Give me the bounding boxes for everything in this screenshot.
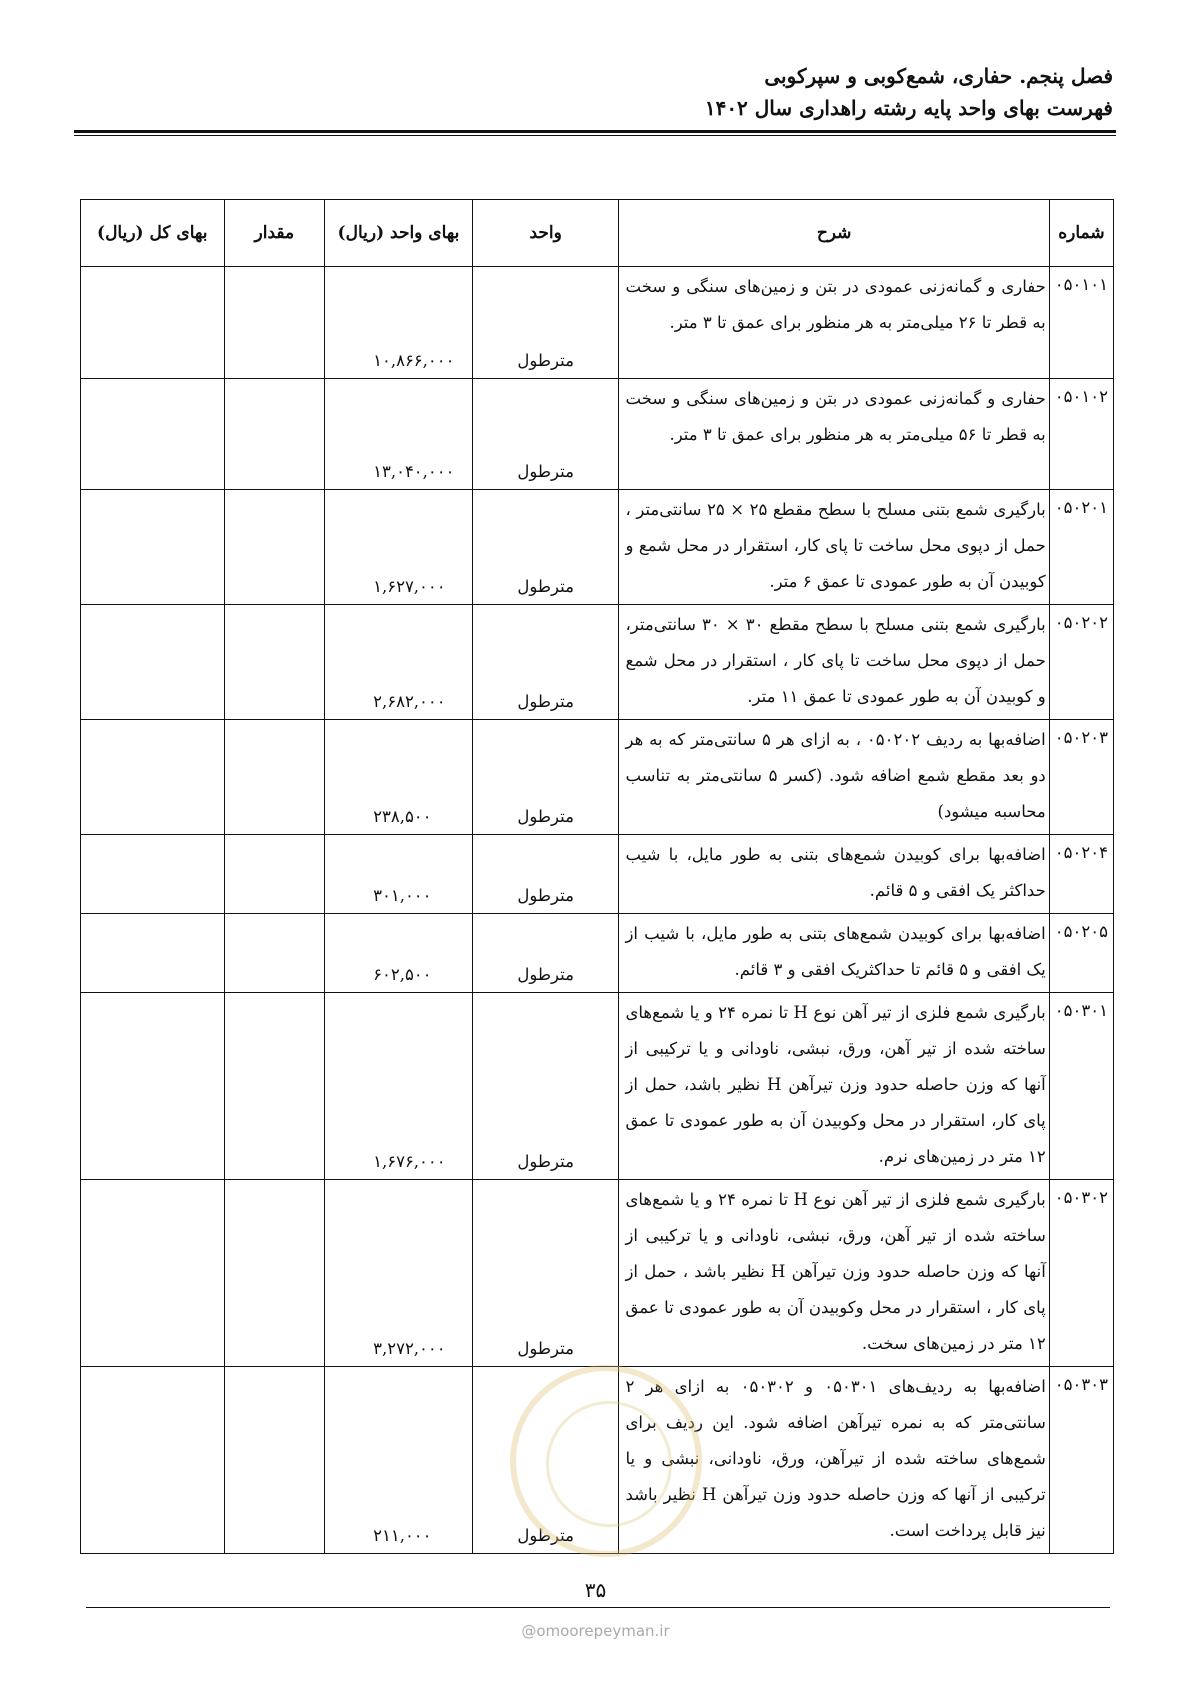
item-quantity (224, 720, 325, 835)
item-unit: مترطول (472, 379, 619, 490)
item-unit: مترطول (472, 267, 619, 379)
item-code: ۰۵۰۳۰۲ (1049, 1180, 1113, 1367)
price-list-table (80, 199, 1114, 1554)
item-total-price (81, 914, 225, 993)
item-quantity (224, 490, 325, 605)
page-number: ۳۵ (584, 1578, 607, 1602)
column-header-unit: واحد (472, 200, 619, 267)
item-unit: مترطول (472, 605, 619, 720)
item-quantity (224, 267, 325, 379)
item-quantity (224, 1367, 325, 1554)
header-rule-thick (74, 130, 1116, 133)
table-row (81, 605, 1114, 720)
item-unit: مترطول (472, 1180, 619, 1367)
item-description: اضافه‌بها برای کوبیدن شمع‌های بتنی به طور مایل، با شیب حداکثر یک افقی و ۵ قائم. (619, 835, 1049, 914)
column-header-total-price: بهای کل (ریال) (81, 200, 225, 267)
item-unit-price: ۲۱۱,۰۰۰ (325, 1367, 473, 1554)
chapter-title: فصل پنجم. حفاری، شمع‌کوبی و سپرکوبی (764, 64, 1113, 88)
table-row (81, 1367, 1114, 1554)
item-description: بارگیری شمع فلزی از تیر آهن نوع H تا نمره ۲۴ و یا شمع‌های ساخته شده از تیر آهن، ورق، نبشی، ناودانی و یا ترکیبی از آنها که وزن حاصله حدود وزن تیرآهن H نظیر باشد ، حمل از پای کار ، استقرار در محل وکوبیدن آن به طور عمودی تا عمق ۱۲ متر در زمین‌های سخت. (619, 1180, 1049, 1367)
item-description: اضافه‌بها به ردیف‌های ۰۵۰۳۰۱ و ۰۵۰۳۰۲ به ازای هر ۲ سانتی‌متر که به نمره تیرآهن اضافه شود. این ردیف برای شمع‌های ساخته شده از تیرآهن، ورق، ناودانی، نبشی و یا ترکیبی از آنها که وزن حاصله حدود وزن تیرآهن H نظیر باشد نیز قابل پرداخت است. (619, 1367, 1049, 1554)
item-unit-price: ۶۰۲,۵۰۰ (325, 914, 473, 993)
item-unit-price: ۱۳,۰۴۰,۰۰۰ (325, 379, 473, 490)
document-subtitle: فهرست بهای واحد پایه رشته راهداری سال ۱۴۰۲ (704, 96, 1113, 120)
table-row (81, 720, 1114, 835)
item-code: ۰۵۰۲۰۲ (1049, 605, 1113, 720)
item-total-price (81, 1367, 225, 1554)
page-header (705, 60, 1113, 124)
item-code: ۰۵۰۱۰۲ (1049, 379, 1113, 490)
item-quantity (224, 379, 325, 490)
site-watermark: @omoorepeyman.ir (521, 1622, 670, 1640)
table-row (81, 379, 1114, 490)
item-unit: مترطول (472, 835, 619, 914)
item-unit-price: ۱,۶۲۷,۰۰۰ (325, 490, 473, 605)
item-total-price (81, 490, 225, 605)
item-code: ۰۵۰۲۰۵ (1049, 914, 1113, 993)
item-code: ۰۵۰۱۰۱ (1049, 267, 1113, 379)
column-header-description: شرح (619, 200, 1049, 267)
item-total-price (81, 267, 225, 379)
table-row (81, 835, 1114, 914)
item-unit: مترطول (472, 914, 619, 993)
item-quantity (224, 1180, 325, 1367)
item-quantity (224, 914, 325, 993)
table-row (81, 267, 1114, 379)
item-total-price (81, 379, 225, 490)
item-unit-price: ۱,۶۷۶,۰۰۰ (325, 993, 473, 1180)
item-code: ۰۵۰۲۰۱ (1049, 490, 1113, 605)
item-description: حفاری و گمانه‌زنی عمودی در بتن و زمین‌های سنگی و سخت به قطر تا ۵۶ میلی‌متر به هر منظور برای عمق تا ۳ متر. (619, 379, 1049, 490)
item-unit-price: ۳۰۱,۰۰۰ (325, 835, 473, 914)
item-unit-price: ۳,۲۷۲,۰۰۰ (325, 1180, 473, 1367)
item-total-price (81, 993, 225, 1180)
item-unit: مترطول (472, 1367, 619, 1554)
item-code: ۰۵۰۳۰۱ (1049, 993, 1113, 1180)
item-description: حفاری و گمانه‌زنی عمودی در بتن و زمین‌های سنگی و سخت به قطر تا ۲۶ میلی‌متر به هر منظور برای عمق تا ۳ متر. (619, 267, 1049, 379)
item-total-price (81, 835, 225, 914)
item-total-price (81, 605, 225, 720)
table-row (81, 993, 1114, 1180)
footer-rule (86, 1607, 1110, 1608)
item-code: ۰۵۰۲۰۴ (1049, 835, 1113, 914)
item-code: ۰۵۰۲۰۳ (1049, 720, 1113, 835)
column-header-code: شماره (1049, 200, 1113, 267)
item-quantity (224, 605, 325, 720)
item-quantity (224, 993, 325, 1180)
column-header-unit-price: بهای واحد (ریال) (325, 200, 473, 267)
table-row (81, 914, 1114, 993)
item-description: اضافه‌بها برای کوبیدن شمع‌های بتنی به طور مایل، با شیب از یک افقی و ۵ قائم تا حداکثریک افقی و ۳ قائم. (619, 914, 1049, 993)
table-row (81, 1180, 1114, 1367)
item-unit: مترطول (472, 993, 619, 1180)
item-unit-price: ۲,۶۸۲,۰۰۰ (325, 605, 473, 720)
item-quantity (224, 835, 325, 914)
header-rule-thin (74, 135, 1116, 136)
item-unit-price: ۲۳۸,۵۰۰ (325, 720, 473, 835)
item-description: بارگیری شمع فلزی از تیر آهن نوع H تا نمره ۲۴ و یا شمع‌های ساخته شده از تیر آهن، ورق، نبشی، ناودانی و یا ترکیبی از آنها که وزن حاصله حدود وزن تیرآهن H نظیر باشد، حمل از پای کار، استقرار در محل وکوبیدن آن به طور عمودی تا عمق ۱۲ متر در زمین‌های نرم. (619, 993, 1049, 1180)
item-description: بارگیری شمع بتنی مسلح با سطح مقطع ۲۵ × ۲۵ سانتی‌متر ، حمل از دپوی محل ساخت تا پای کار، استقرار در محل شمع و کوبیدن آن به طور عمودی تا عمق ۶ متر. (619, 490, 1049, 605)
item-unit-price: ۱۰,۸۶۶,۰۰۰ (325, 267, 473, 379)
item-unit: مترطول (472, 490, 619, 605)
column-header-quantity: مقدار (224, 200, 325, 267)
item-unit: مترطول (472, 720, 619, 835)
item-description: بارگیری شمع بتنی مسلح با سطح مقطع ۳۰ × ۳۰ سانتی‌متر، حمل از دپوی محل ساخت تا پای کار ، استقرار در محل شمع و کوبیدن آن به طور عمودی تا عمق ۱۱ متر. (619, 605, 1049, 720)
item-description: اضافه‌بها به ردیف ۰۵۰۲۰۲ ، به ازای هر ۵ سانتی‌متر که به هر دو بعد مقطع شمع اضافه شود. (کسر ۵ سانتی‌متر به تناسب محاسبه میشود) (619, 720, 1049, 835)
table-header-row (81, 200, 1114, 267)
item-total-price (81, 1180, 225, 1367)
item-code: ۰۵۰۳۰۳ (1049, 1367, 1113, 1554)
table-row (81, 490, 1114, 605)
item-total-price (81, 720, 225, 835)
